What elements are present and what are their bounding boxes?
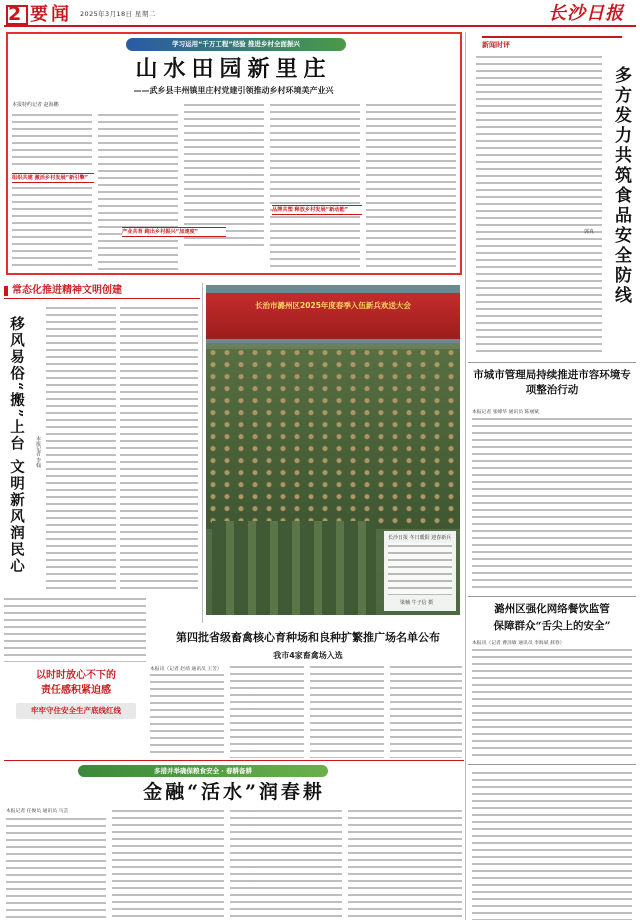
civ-title: 移风易俗“搬”上台 文明新风润民心	[8, 316, 25, 575]
seed-body-col-1	[150, 672, 224, 758]
market-title: 市城市管理局持续推进市容环境专项整治行动	[473, 369, 631, 396]
paper-name-logo: 长沙日报	[548, 3, 624, 24]
safety-ad	[6, 667, 146, 725]
seed-subtitle: 我市4家畜禽场入选	[273, 651, 343, 660]
masthead	[0, 0, 640, 30]
photo-credit: 梁楠 牛子信 摄	[400, 600, 434, 606]
ad-line-1: 以时时放心不下的	[36, 670, 116, 681]
lead-kicker: 学习运用“千万工程”经验 推进乡村全面振兴	[172, 40, 300, 48]
commentary-block	[468, 32, 636, 362]
lead-story	[6, 32, 462, 275]
civ-body-bottom	[4, 596, 146, 662]
market-body	[472, 416, 632, 588]
divider-right-3	[468, 764, 636, 765]
ad-line-2: 责任感积紧迫感	[41, 685, 111, 696]
col-sep-right	[465, 32, 466, 920]
lead-body-col-5	[366, 102, 456, 270]
issue-date: 2025年3月18日 星期二	[80, 10, 156, 18]
market-byline: 本报记者 张峰华 通讯员 陈丽斌	[472, 410, 539, 415]
photo-soldiers	[206, 349, 460, 529]
lead-body-col-2	[98, 112, 178, 271]
photo-caption: 长沙日报 冬日暖阳 迎春新兵	[388, 535, 452, 541]
lead-title: 山水田园新里庄	[135, 56, 332, 82]
commentary-tag: 新闻时评	[482, 41, 510, 49]
lead-body-col-4	[270, 102, 360, 270]
lead-body-col-1	[12, 112, 92, 170]
finance-title: 金融“活水”润春耕	[143, 781, 325, 803]
divider-right-1	[468, 362, 636, 363]
civ-banner	[4, 283, 200, 299]
lead-subhead-2: 产业共育 跑出乡村振兴“加速度”	[122, 227, 226, 237]
photo-caption-body	[388, 543, 452, 595]
civ-byline: 本报记者 李翰	[35, 436, 41, 468]
seed-title: 第四批省级畜禽核心育种场和良种扩繁推广场名单公布	[176, 631, 440, 644]
seed-body-col-2	[230, 664, 304, 758]
food-title: 潞州区强化网络餐饮监管	[494, 603, 610, 615]
finance-banner-text: 多措并举确保粮食安全 · 春耕备耕	[154, 767, 252, 775]
lead-byline: 本报特约记者 赵海鹏	[12, 102, 59, 108]
finance-body-col-4	[348, 808, 462, 920]
divider-right-2	[468, 596, 636, 597]
lead-subhead-3: 品牌共塑 释放乡村发展“新动能”	[272, 205, 362, 215]
food-body	[472, 647, 632, 759]
civ-body-col-2	[120, 305, 198, 590]
civ-banner-text: 常态化推进精神文明创建	[12, 285, 122, 296]
photo-soldiers-front	[212, 521, 376, 615]
food-byline: 本报讯（记者 曹泽敏 通讯员 李海斌 郝春）	[472, 641, 565, 646]
finance-body-col-3	[230, 808, 342, 920]
commentary-title: 多方发力共筑食品安全防线	[611, 66, 631, 306]
news-photo	[206, 285, 460, 615]
lead-subhead-1: 组织共建 激活乡村发展“新引擎”	[12, 173, 94, 183]
finance-body-col-1	[6, 816, 106, 920]
commentary-body	[476, 54, 602, 356]
lead-subtitle: ——武乡县丰州镇里庄村党建引领推动乡村环境美产业兴	[133, 86, 334, 95]
lead-body-col-1b	[12, 185, 92, 271]
finance-byline: 本报记者 任俊员 通讯员 马芸	[6, 809, 69, 814]
civ-body-col-1	[46, 305, 116, 590]
right-bottom-body	[472, 770, 632, 920]
finance-body-col-2	[112, 808, 224, 920]
photo-stage-text: 长治市潞州区2025年度春季入伍新兵欢送大会	[255, 301, 411, 310]
food-subtitle: 保障群众“舌尖上的安全”	[493, 620, 611, 632]
commentary-tag-bar	[482, 36, 622, 38]
divider-bottom	[4, 760, 464, 761]
col-sep-left	[202, 283, 203, 623]
seed-body-col-3	[310, 664, 384, 758]
page-number: 2	[8, 3, 22, 25]
commentary-author: 郭真	[584, 229, 595, 235]
section-name: 要闻	[30, 4, 72, 25]
civ-banner-mark	[4, 286, 8, 296]
seed-byline: 本报讯（记者 赵靖 通讯员 王芳）	[150, 667, 222, 672]
masthead-rule	[4, 25, 636, 27]
seed-body-col-4	[390, 664, 462, 758]
photo-stage-banner	[206, 293, 460, 339]
ad-line-3: 牢牢守住安全生产底线红线	[31, 706, 121, 715]
